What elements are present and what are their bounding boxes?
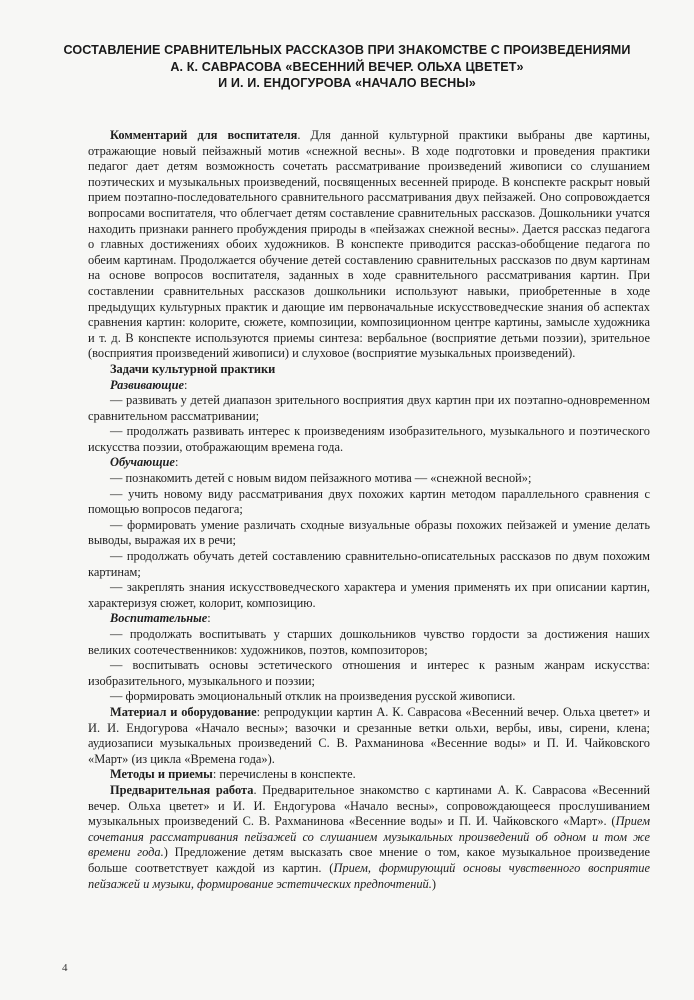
title-line-1: СОСТАВЛЕНИЕ СРАВНИТЕЛЬНЫХ РАССКАЗОВ ПРИ ЗНАКОМСТВЕ С ПРОИЗВЕДЕНИЯМИ [63,43,631,57]
list-item: — продолжать развивать интерес к произведениям изобразительного, музыкального и поэтического искусства поэзии, отображающим времена года. [88,424,650,454]
preliminary-label: Предварительная работа [110,782,254,797]
materials-label: Материал и оборудование [110,704,257,719]
developing-label: Развивающие [110,377,184,392]
teaching-label-line: Обучающие: [110,455,179,470]
comment-label: Комментарий для воспитателя [110,128,298,142]
educational-label: Воспитательные [110,611,208,626]
list-item: — познакомить детей с новым видом пейзажного мотива — «снежной весной»; [110,471,532,486]
teaching-label: Обучающие [110,455,175,470]
list-item: — формировать эмоциональный отклик на произведения русской живописи. [110,689,516,704]
comment-text: . Для данной культурной практики выбраны две картины, отражающие новый пейзажный мотив «снежной весны». В ходе подготовки и проведения практики педагог дает детям возможность сочетать рассматривание произведений живописи со слушанием поэтических и музыкальных произведений, посвященных весенней природе. В конспекте раскрыт новый прием поэтапно-последовательного сравнительного рассматривания двух пейзажей. Оно сопровождается вопросами воспитателя, что облегчает детям составление сравнительных рассказов. Дошкольники учатся находить признаки раннего пробуждения природы в «пейзажах снежной весны». Дается рассказ педагога о главных достижениях обоих художников. В конспекте приводится рассказ-обобщение педагога по обеим картинам. Продолжается обучение детей составлению сравнительных рассказов по двум картинам на основе вопросов воспитателя, заданных в ходе сравнительного рассматривания картин. При составлении сравнительных рассказов дошкольники используют навыки, приобретенные в ходе предыдущих культурных практик и дающие им первоначальные искусствоведческие знания об аспектах сравнения картин: колорите, сюжете, композиции, композиционном центре картины, замысле художника и т. д. В конспекте используются приемы синтеза: вербальное (восприятие детьми поэзии), зрительное (восприятия произведений живописи) и слуховое (восприятие музыкальных произведений). [88,128,650,361]
developing-label-line: Развивающие: [110,377,188,392]
tasks-heading: Задачи культурной практики [110,361,276,376]
educational-label-line: Воспитательные: [110,611,211,626]
title-line-2: А. К. САВРАСОВА «ВЕСЕННИЙ ВЕЧЕР. ОЛЬХА ЦВЕТЕТ» [170,59,524,74]
page-number: 4 [62,962,68,974]
materials-text: : репродукции картин А. К. Саврасова «Весенний вечер. Ольха цветет» и И. И. Ендогурова «Начало весны»; вазочки и срезанные ветки ольхи, вербы, ивы, сирени, клена; аудиозаписи музыкальных произведений С. В. Рахманинова «Весенние воды» и П. И. Чайковского «Март» (из цикла «Времена года»). [88,704,650,766]
methods-text: : перечислены в конспекте. [212,767,356,782]
preliminary-italic-1: Прием сочетания рассматривания пейзажей со слушанием музыкальных произведений об одном и том же времени года. [88,814,650,860]
list-item: — развивать у детей диапазон зрительного восприятия двух картин при их поэтапно-одновременном сравнительном рассматривании; [88,393,650,423]
list-item: — воспитывать основы эстетического отношения и интерес к разным жанрам искусства: изобразительного, музыкального и поэзии; [88,658,650,688]
preliminary-text-3: ) [431,876,436,891]
list-item: — продолжать обучать детей составлению сравнительно-описательных рассказов по двум похожим картинам; [88,549,650,579]
document-body [88,128,650,892]
methods-label: Методы и приемы [110,767,213,782]
list-item: — продолжать воспитывать у старших дошкольников чувство гордости за достижения наших великих соотечественников: художников, поэтов, композиторов; [88,627,650,657]
document-title [60,42,634,92]
preliminary-text-2: ) Предложение детям высказать свое мнение о том, какое музыкальное произведение больше соответствует каждой из картин. ( [88,845,650,875]
list-item: — учить новому виду рассматривания двух похожих картин методом параллельного сравнения с помощью вопросов педагога; [88,486,650,517]
preliminary-text-1: . Предварительное знакомство с картинами А. К. Саврасова «Весенний вечер. Ольха цветет» и И. И. Ендогурова «Начало весны», сопровождающееся прослушиванием музыкальных произведений С. В. Рахманинова «Весенние воды» и П. И. Чайковского «Март». ( [88,782,651,829]
materials-paragraph [88,705,650,767]
list-item: — закреплять знания искусствоведческого характера и умения применять их при описании картин, характеризуя сюжет, колорит, композицию. [88,580,650,610]
list-item: — формировать умение различать сходные визуальные образы похожих пейзажей и умение делать выводы, выражая их в речи; [88,517,650,548]
title-line-3: И И. И. ЕНДОГУРОВА «НАЧАЛО ВЕСНЫ» [218,76,476,90]
comment-paragraph [88,128,650,362]
preliminary-paragraph [88,783,650,892]
methods-paragraph [88,767,650,783]
preliminary-italic-2: Прием, формирующий основы чувственного восприятие пейзажей и музыки, формирование эстетических предпочтений. [88,860,650,891]
